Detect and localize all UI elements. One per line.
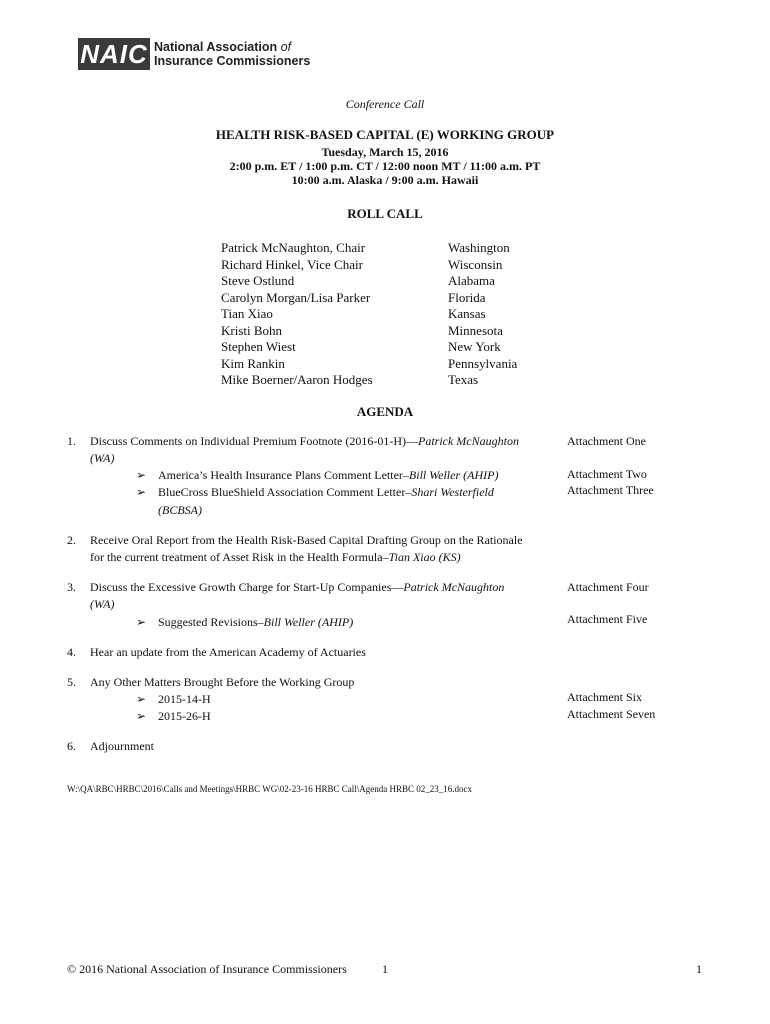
roster-row	[221, 322, 503, 340]
attachment-label: Attachment Three	[567, 483, 654, 497]
logo-line1-of: of	[280, 40, 292, 54]
naic-logo	[78, 38, 310, 70]
meeting-date: Tuesday, March 15, 2016	[321, 145, 449, 159]
member-name: Carolyn Morgan/Lisa Parker	[221, 289, 371, 305]
subitem-presenter-org: (BCBSA)	[158, 503, 202, 517]
item-number: 5.	[67, 675, 76, 689]
roster-row	[221, 339, 501, 356]
item-presenter: Tian Xiao (KS)	[388, 550, 461, 564]
subitem-presenter: Shari Westerfield	[411, 485, 494, 499]
member-state: Wisconsin	[448, 256, 503, 272]
arrow-bullet-icon: ➢	[136, 709, 147, 723]
subitem-text	[158, 484, 494, 501]
attachment-label: Attachment One	[567, 434, 646, 448]
member-state: Kansas	[448, 306, 486, 321]
arrow-bullet-icon: ➢	[136, 615, 147, 629]
footer-page-number-right: 1	[696, 962, 702, 976]
item-number: 6.	[67, 739, 76, 753]
item-number: 2.	[67, 533, 76, 547]
subitem-text: 2015-26-H	[158, 709, 211, 723]
file-path: W:\QA\RBC\HRBC\2016\Calls and Meetings\HRBC WG\02-23-16 HRBC Call\Agenda HRBC 02_23_16.docx	[67, 784, 473, 794]
item-text: Receive Oral Report from the Health Risk-Based Capital Drafting Group on the Rationale	[90, 533, 523, 547]
member-name: Steve Ostlund	[221, 273, 295, 288]
item-number: 1.	[67, 434, 76, 448]
subitem-description: BlueCross BlueShield Association Comment Letter–	[158, 485, 412, 499]
member-name: Mike Boerner/Aaron Hodges	[221, 372, 373, 387]
agenda-heading: AGENDA	[356, 404, 414, 419]
arrow-bullet-icon: ➢	[136, 485, 147, 499]
subitem-text	[158, 467, 498, 484]
member-state: Florida	[448, 289, 486, 305]
logo-line2: Insurance Commissioners	[154, 54, 311, 68]
roll-call-heading: ROLL CALL	[347, 206, 423, 221]
meeting-times-line2: 10:00 a.m. Alaska / 9:00 a.m. Hawaii	[291, 173, 479, 187]
attachment-label: Attachment Six	[567, 690, 642, 704]
roster-row	[221, 306, 486, 323]
subitem-description: America’s Health Insurance Plans Comment Letter–	[158, 468, 409, 482]
member-state: Pennsylvania	[448, 355, 518, 371]
roster-row	[221, 372, 479, 389]
item-text: Any Other Matters Brought Before the Working Group	[90, 675, 355, 689]
item-presenter: Patrick McNaughton	[417, 434, 519, 448]
member-name: Stephen Wiest	[221, 339, 296, 354]
roster-row	[221, 355, 518, 373]
document-title: HEALTH RISK-BASED CAPITAL (E) WORKING GROUP	[215, 127, 555, 142]
roster-row	[221, 256, 503, 274]
item-description: for the current treatment of Asset Risk in the Health Formula–	[90, 550, 389, 564]
member-name: Tian Xiao	[221, 306, 273, 321]
item-number: 4.	[67, 645, 76, 659]
subitem-presenter: Bill Weller (AHIP)	[263, 615, 354, 629]
item-presenter: Patrick McNaughton	[403, 580, 505, 594]
logo-wordmark	[154, 38, 310, 70]
roster-row	[221, 273, 495, 290]
attachment-label: Attachment Four	[567, 580, 649, 594]
logo-line1: National Association	[154, 40, 278, 54]
subitem-presenter: Bill Weller (AHIP)	[408, 468, 499, 482]
member-state: Washington	[448, 240, 510, 255]
item-text: Adjournment	[90, 739, 154, 753]
item-number: 3.	[67, 580, 76, 594]
item-description: Discuss Comments on Individual Premium Footnote (2016-01-H)—	[90, 434, 418, 448]
attachment-label: Attachment Seven	[567, 707, 656, 721]
member-state: Minnesota	[448, 322, 503, 338]
roster-row	[221, 289, 486, 307]
meeting-times-line1: 2:00 p.m. ET / 1:00 p.m. CT / 12:00 noon MT / 11:00 a.m. PT	[229, 159, 541, 173]
roster-row	[221, 240, 510, 257]
footer-page-number: 1	[382, 962, 388, 976]
arrow-bullet-icon: ➢	[136, 468, 147, 482]
item-text	[90, 433, 519, 450]
member-state: Texas	[448, 372, 479, 387]
item-description: Discuss the Excessive Growth Charge for Start-Up Companies—	[90, 580, 404, 594]
subitem-text: 2015-14-H	[158, 692, 211, 706]
meeting-type: Conference Call	[345, 97, 425, 111]
member-name: Kristi Bohn	[221, 322, 283, 338]
footer-copyright: © 2016 National Association of Insurance Commissioners	[67, 962, 347, 976]
item-text-cont	[90, 549, 461, 566]
roll-call-roster	[221, 240, 518, 389]
subitem-description: Suggested Revisions–	[158, 615, 264, 629]
member-state: Alabama	[448, 273, 495, 288]
attachment-label: Attachment Two	[567, 467, 647, 481]
member-name: Patrick McNaughton, Chair	[221, 240, 366, 255]
attachment-label: Attachment Five	[567, 612, 648, 626]
arrow-bullet-icon: ➢	[136, 692, 147, 706]
item-text: Hear an update from the American Academy of Actuaries	[90, 645, 366, 659]
item-presenter-state: (WA)	[90, 597, 115, 611]
subitem-text	[158, 614, 353, 631]
member-state: New York	[448, 339, 501, 354]
item-text	[90, 579, 504, 596]
member-name: Richard Hinkel, Vice Chair	[221, 256, 363, 272]
member-name: Kim Rankin	[221, 355, 285, 371]
logo-acronym: NAIC	[78, 38, 150, 70]
item-presenter-state: (WA)	[90, 451, 115, 465]
